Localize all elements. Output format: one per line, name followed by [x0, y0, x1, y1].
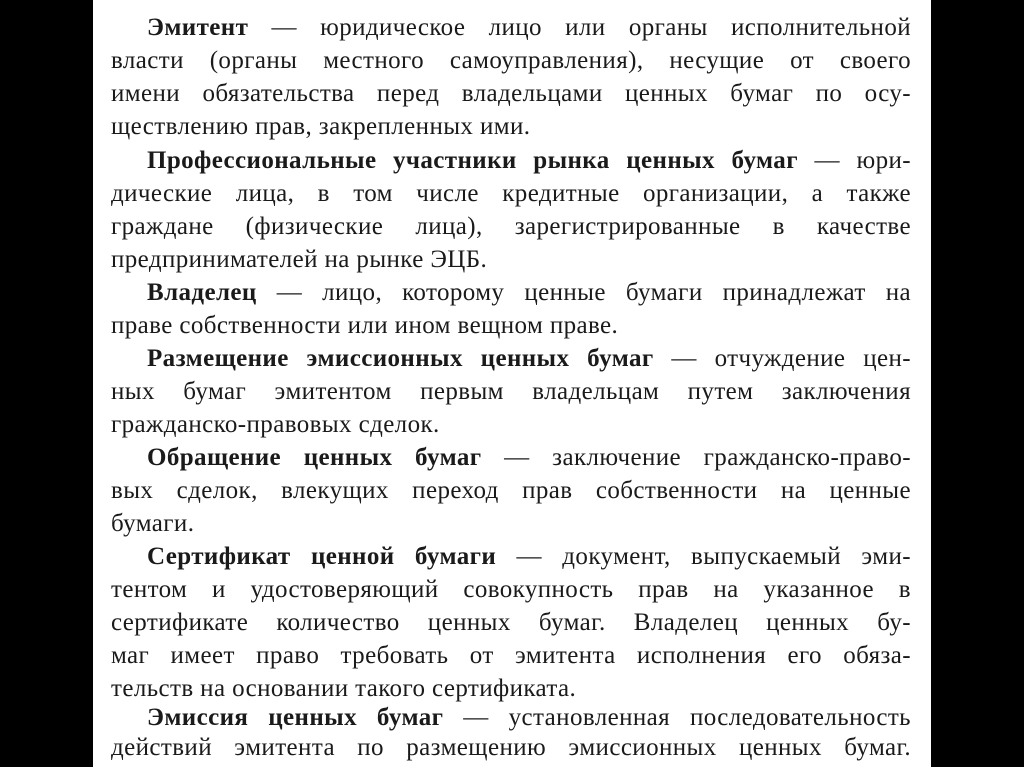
- definition-text: — лицо, которому ценные бумаги принадлежат на: [256, 279, 911, 306]
- term-certificate: Сертификат ценной бумаги: [147, 543, 497, 570]
- text-line: [147, 277, 911, 311]
- text-line: [111, 508, 911, 542]
- term-emitent: Эмитент: [147, 14, 249, 41]
- term-emission: Эмиссия ценных бумаг: [147, 704, 444, 731]
- text-line: [111, 178, 911, 212]
- definition-text: имени обязательства перед владельцами ценных бумаг по осу-: [111, 80, 911, 107]
- definition-text: — юридическое лицо или органы исполнительной: [248, 14, 911, 41]
- definition-text: действий эмитента по размещению эмиссионных ценных бумаг.: [111, 734, 911, 761]
- text-line: [147, 12, 911, 46]
- definition-text: предпринимателей на рынке ЭЦБ.: [111, 246, 488, 273]
- definition-text: вых сделок, влекущих переход прав собственности на ценные: [111, 477, 911, 504]
- definition-text: дические лица, в том числе кредитные организации, а также: [111, 180, 911, 207]
- text-line: [111, 310, 911, 344]
- text-line: [111, 244, 911, 278]
- definition-text: ществлению прав, закрепленных ими.: [111, 113, 531, 140]
- document-page: [93, 0, 931, 767]
- text-line: [111, 640, 911, 674]
- text-line: [111, 111, 911, 145]
- text-line: [111, 211, 911, 245]
- definition-text: тентом и удостоверяющий совокупность прав на указанное в: [111, 576, 911, 603]
- text-line: [147, 442, 911, 476]
- definition-text: — юри-: [797, 147, 911, 174]
- definition-text: тельств на основании такого сертификата.: [111, 675, 577, 702]
- definition-text: ных бумаг эмитентом первым владельцам путем заключения: [111, 378, 911, 405]
- definition-text: граждане (физические лица), зарегистрированные в качестве: [111, 213, 911, 240]
- definition-text: праве собственности или ином вещном праве.: [111, 312, 619, 339]
- text-line: [111, 475, 911, 509]
- text-line: [111, 78, 911, 112]
- term-professional-participants: Профессиональные участники рынка ценных бумаг: [147, 147, 798, 174]
- text-line: [111, 409, 911, 443]
- definition-text: сертификате количество ценных бумаг. Владелец ценных бу-: [111, 609, 911, 636]
- text-line: [111, 732, 911, 766]
- definition-text: гражданско-правовых сделок.: [111, 411, 440, 438]
- text-line: [111, 376, 911, 410]
- text-line: [111, 607, 911, 641]
- definition-text: — заключение гражданско-право-: [481, 444, 912, 471]
- term-owner: Владелец: [147, 279, 257, 306]
- definition-text: власти (органы местного самоуправления), несущие от своего: [111, 47, 911, 74]
- text-line: [111, 574, 911, 608]
- text-line: [111, 45, 911, 79]
- text-line: [147, 702, 911, 736]
- text-line: [147, 145, 911, 179]
- definition-text: маг имеет право требовать от эмитента исполнения его обяза-: [111, 642, 911, 669]
- definition-text: — документ, выпускаемый эми-: [496, 543, 911, 570]
- definition-text: бумаги.: [111, 510, 195, 537]
- text-line: [147, 343, 911, 377]
- definition-text: — отчуждение цен-: [653, 345, 911, 372]
- text-line: [147, 541, 911, 575]
- term-placement: Размещение эмиссионных ценных бумаг: [147, 345, 654, 372]
- definition-text: — установленная последовательность: [443, 704, 911, 731]
- term-circulation: Обращение ценных бумаг: [147, 444, 482, 471]
